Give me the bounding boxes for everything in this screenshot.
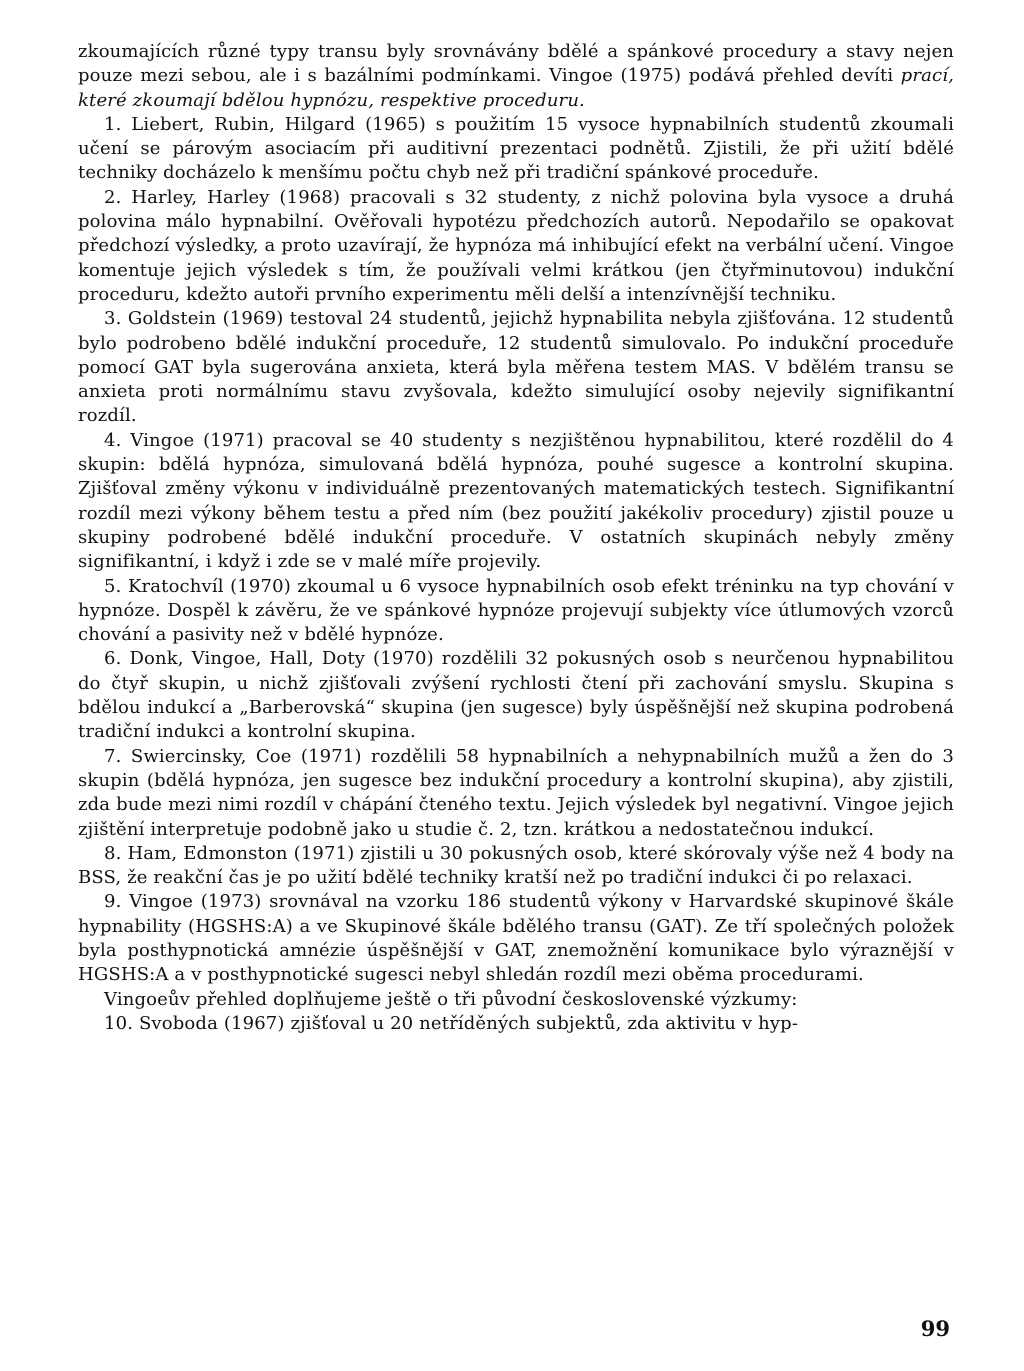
intro-emphasis: prací, které zkoumají bdělou hypnózu, respektive proceduru. bbox=[78, 65, 954, 111]
page-number: 99 bbox=[920, 1316, 950, 1341]
study-4-paragraph: 4. Vingoe (1971) pracoval se 40 studenty s nezjištěnou hypnabilitou, které rozdělil do 4 skupin: bdělá hypnóza, simulovaná bdělá hypnóza, pouhé sugesce a kontrolní skupina. Zjišťoval změny výkonu v individuálně prezentovaných matematických testech. Signifikantní rozdíl mezi výkony během testu a před ním (bez použití jakékoliv procedury) zjistil pouze u skupiny podrobené bdělé indukční proceduře. V ostatních skupinách nebyly změny signifikantní, i když i zde se v malé míře projevily. bbox=[78, 429, 954, 573]
study-3-paragraph: 3. Goldstein (1969) testoval 24 studentů, jejichž hypnabilita nebyla zjišťována. 12 studentů bylo podrobeno bdělé indukční proceduře, 12 studentů simulovalo. Po indukční proceduře pomocí GAT byla sugerována anxieta, která byla měřena testem MAS. V bdělém transu se anxieta proti normálnímu stavu zvyšovala, kdežto simulující osoby nejevily signifikantní rozdíl. bbox=[78, 308, 954, 427]
supplement-intro-paragraph: Vingoeův přehled doplňujeme ještě o tři původní československé výzkumy: bbox=[104, 988, 798, 1010]
study-1-paragraph: 1. Liebert, Rubin, Hilgard (1965) s použitím 15 vysoce hypnabilních studentů zkoumali učení se párovým asociacím při auditivní prezentaci podnětů. Zjistili, že při užití bdělé techniky docházelo k menšímu počtu chyb než při tradiční spánkové proceduře. bbox=[78, 113, 954, 184]
study-8-paragraph: 8. Ham, Edmonston (1971) zjistili u 30 pokusných osob, které skórovaly výše než 4 body na BSS, že reakční čas je po užití bdělé techniky kratší než po tradiční indukci či po relaxaci. bbox=[78, 842, 954, 889]
study-6-paragraph: 6. Donk, Vingoe, Hall, Doty (1970) rozdělili 32 pokusných osob s neurčenou hypnabilitou do čtyř skupin, u nichž zjišťovali zvýšení rychlosti čtení při zachování smyslu. Skupina s bdělou indukcí a „Barberovská“ skupina (jen sugesce) byly úspěšnější než skupina podrobená tradiční indukci a kontrolní skupina. bbox=[78, 648, 954, 743]
study-10-paragraph: 10. Svoboda (1967) zjišťoval u 20 netříděných subjektů, zda aktivitu v hyp- bbox=[104, 1012, 799, 1034]
page-body bbox=[78, 40, 954, 1036]
study-7-paragraph: 7. Swiercinsky, Coe (1971) rozdělili 58 hypnabilních a nehypnabilních mužů a žen do 3 skupin (bdělá hypnóza, jen sugesce bez indukční procedury a kontrolní skupina), aby zjistili, zda bude mezi nimi rozdíl v chápání čteného textu. Jejich výsledek byl negativní. Vingoe jejich zjištění interpretuje podobně jako u studie č. 2, tzn. krátkou a nedostatečnou indukcí. bbox=[78, 745, 954, 840]
intro-paragraph bbox=[78, 40, 954, 113]
study-9-paragraph: 9. Vingoe (1973) srovnával na vzorku 186 studentů výkony v Harvardské skupinové škále hypnability (HGSHS:A) a ve Skupinové škále bdělého transu (GAT). Ze tří společných položek byla posthypnotická amnézie úspěšnější v GAT, znemožnění komunikace bylo výraznější v HGSHS:A a v posthypnotické sugesci nebyl shledán rozdíl mezi oběma procedurami. bbox=[78, 891, 954, 986]
intro-text: zkoumajících různé typy transu byly srovnávány bdělé a spánkové procedury a stavy nejen pouze mezi sebou, ale i s bazálními podmínkami. Vingoe (1975) podává přehled devíti bbox=[78, 41, 954, 87]
study-5-paragraph: 5. Kratochvíl (1970) zkoumal u 6 vysoce hypnabilních osob efekt tréninku na typ chování v hypnóze. Dospěl k závěru, že ve spánkové hypnóze projevují subjekty více útlumových vzorců chování a pasivity než v bdělé hypnóze. bbox=[78, 575, 954, 646]
study-2-paragraph: 2. Harley, Harley (1968) pracovali s 32 studenty, z nichž polovina byla vysoce a druhá polovina málo hypnabilní. Ověřovali hypotézu předchozích autorů. Nepodařilo se opakovat předchozí výsledky, a proto uzavírají, že hypnóza má inhibující efekt na verbální učení. Vingoe komentuje jejich výsledek s tím, že používali velmi krátkou (jen čtyřminutovou) indukční proceduru, kdežto autoři prvního experimentu měli delší a intenzívnější techniku. bbox=[78, 186, 954, 305]
